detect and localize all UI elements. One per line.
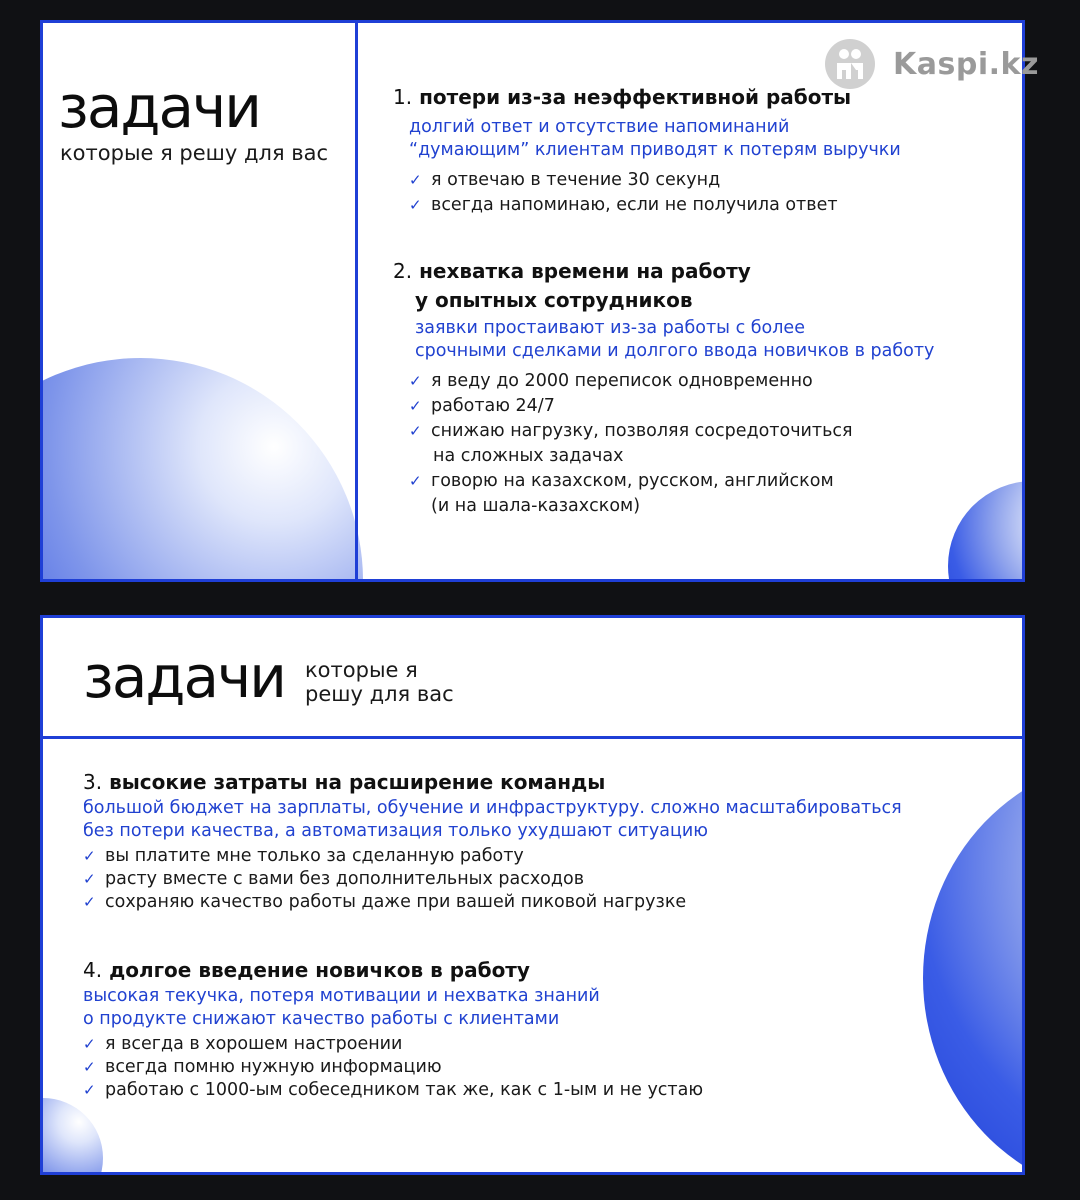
bullet-text: я отвечаю в течение 30 секунд (431, 170, 721, 190)
slide-2 (40, 615, 1025, 1175)
section-description-line: высокая текучка, потеря мотивации и нехватка знаний (83, 986, 600, 1006)
section-description-line: заявки простаивают из-за работы с более (415, 318, 805, 338)
bullet-text: работаю 24/7 (431, 396, 555, 416)
bullet-item (409, 168, 993, 193)
subtitle-line: решу для вас (305, 682, 454, 706)
section-heading (83, 956, 963, 985)
kaspi-logo-icon (825, 39, 875, 89)
slide-subtitle: которые я решу для вас (60, 141, 329, 165)
section-description-line: о продукте снижают качество работы с клиентами (83, 1009, 560, 1029)
checkmark-icon: ✓ (83, 1058, 96, 1076)
slide-title: задачи (58, 73, 260, 141)
section-description-line: “думающим” клиентам приводят к потерям выручки (409, 140, 901, 160)
section-description-line: большой бюджет на зарплаты, обучение и инфраструктуру. сложно масштабироваться (83, 798, 902, 818)
decorative-circle (40, 1098, 103, 1175)
bullet-text: говорю на казахском, русском, английском (431, 471, 834, 491)
kaspi-watermark (825, 38, 1039, 90)
section-heading (83, 768, 963, 797)
section-description-line: без потери качества, а автоматизация только ухудшают ситуацию (83, 821, 709, 841)
bullet-item (83, 891, 963, 914)
bullet-item (409, 394, 1013, 419)
bullet-item (409, 193, 993, 218)
bullet-text: сохраняю качество работы даже при вашей пиковой нагрузке (105, 892, 687, 912)
bullet-text: вы платите мне только за сделанную работу (105, 846, 524, 866)
heading-line: у опытных сотрудников (415, 288, 693, 312)
section-number: 4. (83, 958, 103, 982)
section-number: 3. (83, 770, 103, 794)
heading-line: потери из-за неэффективной работы (419, 85, 852, 109)
section-heading (393, 257, 1013, 286)
checkmark-icon: ✓ (83, 847, 96, 865)
task-section-4 (83, 956, 963, 1102)
horizontal-divider (43, 736, 1022, 739)
subtitle-line: которые я (305, 658, 418, 682)
task-section-2 (393, 257, 1013, 519)
bullet-item (409, 469, 1013, 519)
decorative-circle (40, 358, 363, 582)
checkmark-icon: ✓ (409, 422, 422, 440)
watermark-text: Kaspi.kz (893, 46, 1039, 82)
bullet-text: всегда напоминаю, если не получила ответ (431, 195, 838, 215)
slide-subtitle (305, 658, 454, 706)
bullet-text: всегда помню нужную информацию (105, 1057, 442, 1077)
task-section-3 (83, 768, 963, 914)
section-description-line: срочными сделками и долгого ввода новичков в работу (415, 341, 935, 361)
section-number: 1. (393, 85, 413, 109)
bullet-text: я всегда в хорошем настроении (105, 1034, 403, 1054)
checkmark-icon: ✓ (409, 196, 422, 214)
checkmark-icon: ✓ (409, 171, 422, 189)
checkmark-icon: ✓ (83, 1035, 96, 1053)
bullet-item (409, 419, 1013, 469)
bullet-text: я веду до 2000 переписок одновременно (431, 371, 813, 391)
bullet-text: снижаю нагрузку, позволяя сосредоточиться (431, 421, 853, 441)
bullet-item (83, 1079, 963, 1102)
bullet-item (83, 868, 963, 891)
checkmark-icon: ✓ (83, 893, 96, 911)
slide-1 (40, 20, 1025, 582)
heading-line: нехватка времени на работу (419, 259, 751, 283)
bullet-text: работаю с 1000-ым собеседником так же, как с 1-ым и не устаю (105, 1080, 704, 1100)
bullet-item (83, 1033, 963, 1056)
checkmark-icon: ✓ (409, 472, 422, 490)
bullet-text: расту вместе с вами без дополнительных расходов (105, 869, 585, 889)
slide-title: задачи (83, 643, 285, 711)
checkmark-icon: ✓ (83, 1081, 96, 1099)
bullet-item (409, 369, 1013, 394)
section-number: 2. (393, 259, 413, 283)
bullet-item (83, 1056, 963, 1079)
vertical-divider (355, 23, 358, 579)
checkmark-icon: ✓ (409, 372, 422, 390)
checkmark-icon: ✓ (409, 397, 422, 415)
heading-line: высокие затраты на расширение команды (109, 770, 606, 794)
task-section-1 (393, 83, 993, 218)
bullet-text: на сложных задачах (433, 446, 624, 466)
heading-line: долгое введение новичков в работу (109, 958, 530, 982)
checkmark-icon: ✓ (83, 870, 96, 888)
bullet-item (83, 845, 963, 868)
bullet-text: (и на шала-казахском) (431, 496, 641, 516)
section-description-line: долгий ответ и отсутствие напоминаний (409, 117, 790, 137)
